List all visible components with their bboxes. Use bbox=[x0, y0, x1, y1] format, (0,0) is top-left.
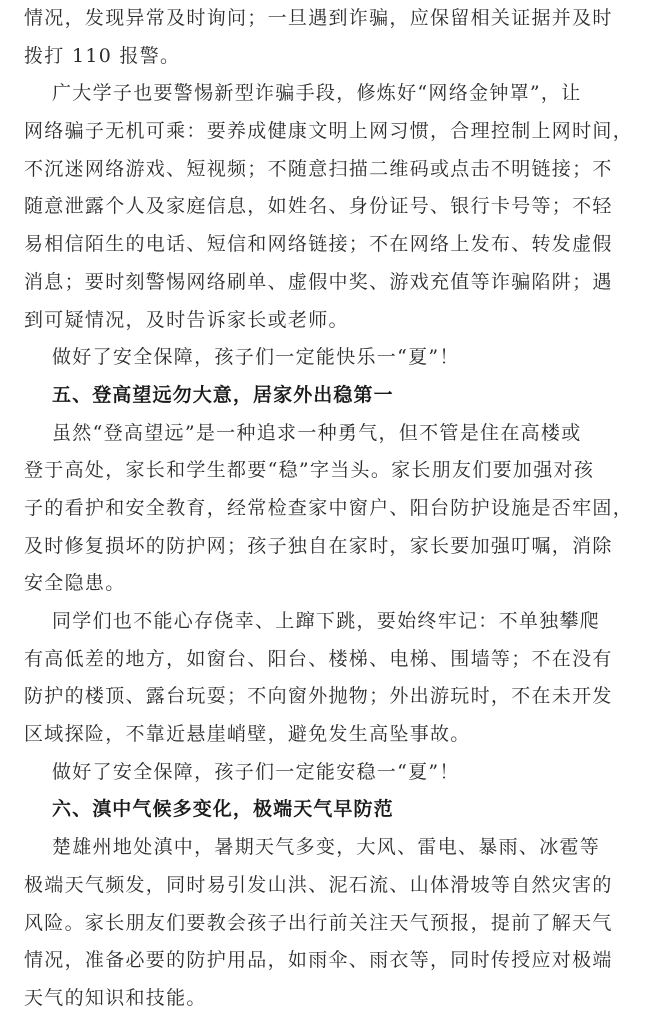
paragraph-line: 防护的楼顶、露台玩耍；不向窗外抛物；外出游玩时，不在未开发 bbox=[24, 685, 613, 708]
paragraph-line: 区域探险，不靠近悬崖峭壁，避免发生高坠事故。 bbox=[24, 723, 471, 746]
paragraph-line: 不沉迷网络游戏、短视频；不随意扫描二维码或点击不明链接；不 bbox=[24, 157, 613, 180]
paragraph-line: 风险。家长朋友们要教会孩子出行前关注天气预报，提前了解天气 bbox=[24, 911, 613, 934]
paragraph-line: 虽然“登高望远”是一种追求一种勇气，但不管是住在高楼或 bbox=[52, 421, 582, 444]
paragraph-line: 做好了安全保障，孩子们一定能快乐一“夏”！ bbox=[52, 346, 460, 369]
paragraph-line: 安全隐患。 bbox=[24, 572, 126, 595]
paragraph-line: 消息；要时刻警惕网络刷单、虚假中奖、游戏充值等诈骗陷阱；遇 bbox=[24, 270, 613, 293]
paragraph-line: 随意泄露个人及家庭信息，如姓名、身份证号、银行卡号等；不轻 bbox=[24, 195, 613, 218]
paragraph-line: 情况，准备必要的防护用品，如雨伞、雨衣等，同时传授应对极端 bbox=[24, 949, 613, 972]
paragraph-line: 登于高处，家长和学生都要“稳”字当头。家长朋友们要加强对孩 bbox=[24, 459, 595, 482]
paragraph-line: 同学们也不能心存侥幸、上蹿下跳，要始终牢记：不单独攀爬 bbox=[52, 610, 601, 632]
paragraph-line: 做好了安全保障，孩子们一定能安稳一“夏”！ bbox=[52, 760, 460, 783]
paragraph-line: 子的看护和安全教育，经常检查家中窗户、阳台防护设施是否牢固， bbox=[24, 496, 634, 519]
section-heading: 六、滇中气候多变化，极端天气早防范 bbox=[52, 798, 394, 821]
paragraph-line: 极端天气频发，同时易引发山洪、泥石流、山体滑坡等自然灾害的 bbox=[24, 873, 613, 896]
paragraph-line: 广大学子也要警惕新型诈骗手段，修炼好“网络金钟罩”，让 bbox=[52, 82, 582, 105]
paragraph-line: 易相信陌生的电话、短信和网络链接；不在网络上发布、转发虚假 bbox=[24, 233, 613, 256]
paragraph-line: 到可疑情况，及时告诉家长或老师。 bbox=[24, 308, 349, 331]
section-heading: 五、登高望远勿大意，居家外出稳第一 bbox=[52, 383, 394, 406]
paragraph-line: 网络骗子无机可乘：要养成健康文明上网习惯，合理控制上网时间， bbox=[24, 120, 634, 143]
paragraph-line: 及时修复损坏的防护网；孩子独自在家时，家长要加强叮嘱，消除 bbox=[24, 534, 613, 557]
paragraph-line: 天气的知识和技能。 bbox=[24, 986, 207, 1009]
paragraph-line: 情况，发现异常及时询问；一旦遇到诈骗，应保留相关证据并及时 bbox=[24, 7, 613, 29]
paragraph-line: 拨打 110 报警。 bbox=[24, 44, 181, 67]
article-body bbox=[24, 0, 636, 1018]
paragraph-line: 有高低差的地方，如窗台、阳台、楼梯、电梯、围墙等；不在没有 bbox=[24, 647, 613, 670]
paragraph-line: 楚雄州地处滇中，暑期天气多变，大风、雷电、暴雨、冰雹等 bbox=[52, 836, 601, 859]
